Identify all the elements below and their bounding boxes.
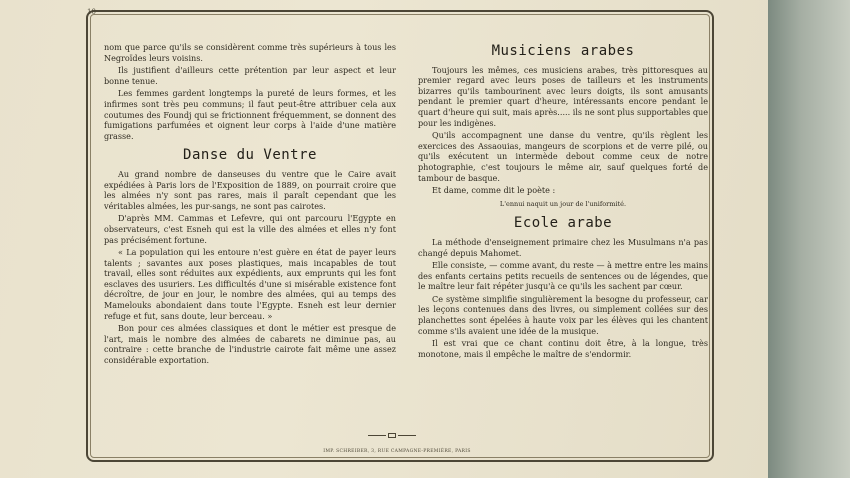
right-paragraph-4: La méthode d'enseignement primaire chez les Musulmans n'a pas changé depuis Mahomet. [418,236,708,258]
left-intro-paragraph-3: Les femmes gardent longtemps la pureté de leurs formes, et les infirmes sont très peu communs; il faut peut-être attribuer cela aux coutumes des Foundj qui se frictionnent fréquemment, se donnent des fumigations parfumées et oignent leur corps à l'aide d'une matière grasse. [104,88,396,141]
left-paragraph-4: Bon pour ces almées classiques et dont le métier est presque de l'art, mais le nombre des almées de cabarets ne diminue pas, au contraire : cette branche de l'industrie cairote fait même une assez considérable exportation. [104,323,396,366]
right-column [418,42,708,361]
left-paragraph-3: « La population qui les entoure n'est guère en état de payer leurs talents ; savantes aux poses plastiques, mais incapables de tout travail, elles sont réduites aux expédients, aux emprunts qui les font esclaves des usuriers. Les difficultés d'une si misérable existence font décroître, de jour en jour, le nombre des almées, qui au temps des Mamelouks abondaient dans toute l'Egypte. Esneh est leur dernier refuge et fut, sans doute, leur berceau. » [104,247,396,321]
heading-danse-du-ventre: Danse du Ventre [183,147,317,164]
right-paragraph-1: Toujours les mêmes, ces musiciens arabes, très pittoresques au premier regard avec leurs poses de tailleurs et les instruments bizarres qu'ils tambourinent avec leurs doigts, ils sont amusants pendant le premier quart d'heure, intéressants encore pendant le quart d'heure qui suit, mais après..... ils ne sont plus supportables que pour les indigènes. [418,64,709,128]
right-paragraph-5: Elle consiste, — comme avant, du reste — à mettre entre les mains des enfants certains petits recueils de sentences ou de légendes, que le maître leur fait répéter jusqu'à ce qu'ils les sachent par cœur. [418,260,708,292]
right-paragraph-2: Qu'ils accompagnent une danse du ventre, qu'ils règlent les exercices des Assaouias, mangeurs de scorpions et de verre pilé, ou qu'ils exécutent un intermède debout comme ceux de notre photographie, c'est toujours le même air, sauf quelques forté de tambour de basque. [418,130,708,183]
ornament-divider [368,433,416,439]
poet-quote: L'ennui naquit un jour de l'uniformité. [499,199,627,208]
heading-ecole-arabe: Ecole arabe [513,215,613,232]
book-spine-background [768,0,850,478]
printer-imprint: IMP. SCHREIBER, 3, RUE CAMPAGNE-PREMIÈRE, PARIS [323,449,471,454]
right-paragraph-7: Il est vrai que ce chant continu doit être, à la longue, très monotone, mais il empêche le maître de s'endormir. [418,338,708,359]
page-number: 10 [87,8,96,16]
left-paragraph-1: Au grand nombre de danseuses du ventre que le Caire avait expédiées à Paris lors de l'Exposition de 1889, on pourrait croire que les almées n'y sont pas rares, mais il paraît cependant que les véritables almées, les pur-sangs, ne sont pas cairotes. [104,168,396,211]
right-paragraph-3: Et dame, comme dit le poète : [432,185,556,196]
heading-musiciens-arabes: Musiciens arabes [491,43,635,59]
left-intro-paragraph-2: Ils justifient d'ailleurs cette prétention par leur aspect et leur bonne tenue. [104,65,396,86]
left-paragraph-2: D'après MM. Cammas et Lefevre, qui ont parcouru l'Egypte en observateurs, c'est Esneh qui est la ville des almées et elles n'y font pas précisément fortune. [104,213,396,245]
left-intro-paragraph-1: nom que parce qu'ils se considèrent comme très supérieurs à tous les Negroïdes leurs voisins. [104,42,396,63]
left-column [104,42,396,368]
right-paragraph-6: Ce système simplifie singulièrement la besogne du professeur, car les leçons contenues dans des livres, ou simplement collées sur des planchettes sont épelées à haute voix par les élèves qui les chantent comme s'ils avaient une idée de la musique. [418,293,708,336]
